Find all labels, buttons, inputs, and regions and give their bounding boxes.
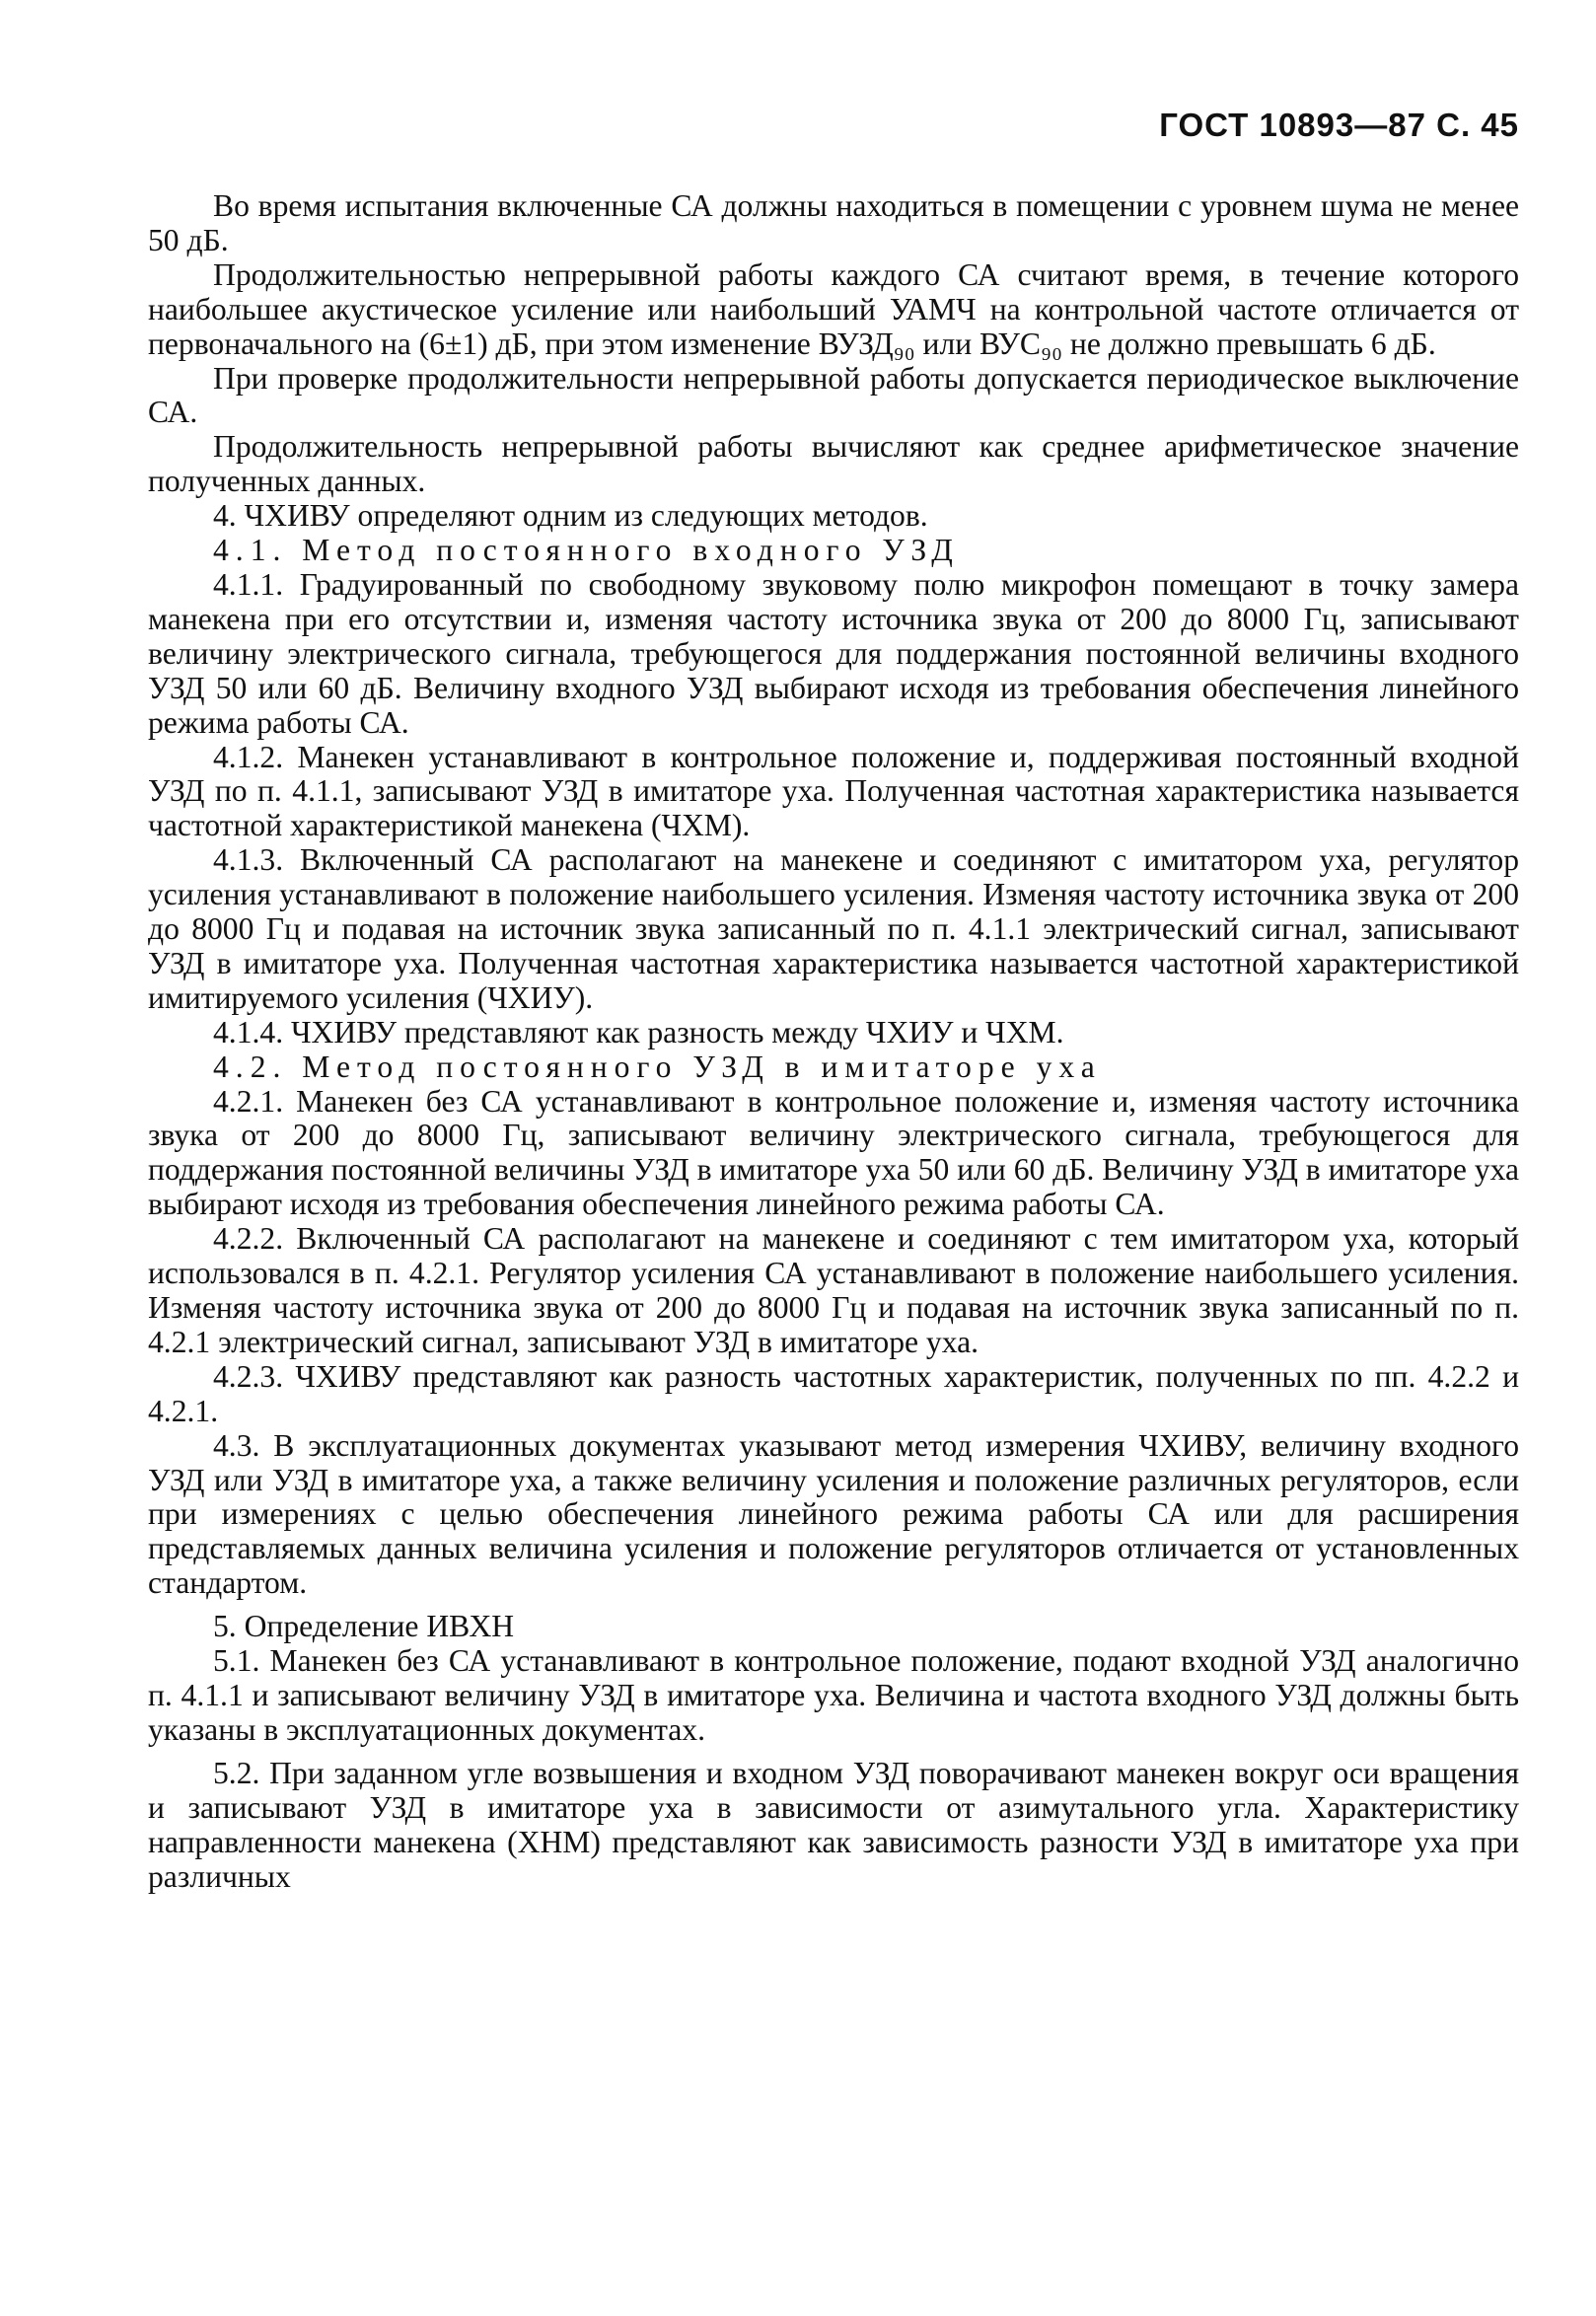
paragraph-4-2-1: 4.2.1. Манекен без СА устанавливают в контрольное положение и, изменяя частоту источника звука от 200 до 8000 Гц, записывают величину электрического сигнала, требующегося для поддержания постоянной величины УЗД в имитаторе уха 50 или 60 дБ. Величину УЗД в имитаторе уха выбирают исходя из требования обеспечения линейного режима работы СА. <box>148 1083 1519 1222</box>
paragraph-periodic-switch-off: При проверке продолжительности непрерывной работы допускается периодическое выключение СА. <box>148 360 1519 430</box>
section-4-heading: 4. ЧХИВУ определяют одним из следующих методов. <box>213 498 928 534</box>
section-4-1-heading: 4.1. Метод постоянного входного УЗД <box>213 533 960 568</box>
paragraph-average-calculation: Продолжительность непрерывной работы вычисляют как среднее арифметическое значение полученных данных. <box>148 429 1519 499</box>
paragraph-4-2-2: 4.2.2. Включенный СА располагают на манекене и соединяют с тем имитатором уха, который использовался в п. 4.2.1. Регулятор усиления СА устанавливают в положение наибольшего усиления. Изменяя частоту источника звука от 200 до 8000 Гц и подавая на источник звука записанный по п. 4.2.1 электрический сигнал, записывают УЗД в имитаторе уха. <box>148 1221 1519 1359</box>
section-4-2-heading: 4.2. Метод постоянного УЗД в имитаторе уха <box>213 1049 1102 1084</box>
paragraph-5-2: 5.2. При заданном угле возвышения и входном УЗД поворачивают манекен вокруг оси вращения и записывают УЗД в имитаторе уха в зависимости от азимутального угла. Характеристику направленности манекена (ХНМ) представляют как зависимость разности УЗД в имитаторе уха при различных <box>148 1755 1519 1894</box>
paragraph-4-3: 4.3. В эксплуатационных документах указывают метод измерения ЧХИВУ, величину входного УЗД или УЗД в имитаторе уха, а также величину усиления и положение различных регуляторов, если при измерениях с целью обеспечения линейного режима работы СА или для расширения представляемых данных величина усиления и положение регуляторов отличается от установленных стандартом. <box>148 1427 1519 1601</box>
paragraph-4-2-3: 4.2.3. ЧХИВУ представляют как разность частотных характеристик, полученных по пп. 4.2.2 и 4.2.1. <box>148 1358 1519 1428</box>
body-text <box>148 189 1519 1894</box>
paragraph-4-1-2: 4.1.2. Манекен устанавливают в контрольное положение и, поддерживая постоянный входной УЗД по п. 4.1.1, записывают УЗД в имитаторе уха. Полученная частотная характеристика называется частотной характеристикой манекена (ЧХМ). <box>148 739 1519 843</box>
paragraph-4-1-4: 4.1.4. ЧХИВУ представляют как разность между ЧХИУ и ЧХМ. <box>213 1014 1064 1049</box>
paragraph-noise-conditions: Во время испытания включенные СА должны находиться в помещении с уровнем шума не менее 50 дБ. <box>148 188 1519 257</box>
paragraph-4-1-1: 4.1.1. Градуированный по свободному звуковому полю микрофон помещают в точку замера манекена при его отсутствии и, изменяя частоту источника звука от 200 до 8000 Гц, записывают величину электрического сигнала, требующегося для поддержания постоянной величины входного УЗД 50 или 60 дБ. Величину входного УЗД выбирают исходя из требования обеспечения линейного режима работы СА. <box>148 566 1519 740</box>
paragraph-5-1: 5.1. Манекен без СА устанавливают в контрольное положение, подают входной УЗД аналогично п. 4.1.1 и записывают величину УЗД в имитаторе уха. Величина и частота входного УЗД должны быть указаны в эксплуатационных документах. <box>148 1643 1519 1747</box>
section-5-heading: 5. Определение ИВХН <box>213 1609 515 1644</box>
paragraph-4-1-3: 4.1.3. Включенный СА располагают на манекене и соединяют с имитатором уха, регулятор усиления устанавливают в положение наибольшего усиления. Изменяя частоту источника звука от 200 до 8000 Гц и подавая на источник звука записанный по п. 4.1.1 электрический сигнал, записывают УЗД в имитаторе уха. Полученная частотная характеристика называется частотной характеристикой имитируемого усиления (ЧХИУ). <box>148 842 1519 1015</box>
page-header: ГОСТ 10893—87 С. 45 <box>1159 107 1519 143</box>
paragraph-continuous-operation: Продолжительностью непрерывной работы каждого СА считают время, в течение которого наибольшее акустическое усиление или наибольший УАМЧ на контрольной частоте отличается от первоначального на (6±1) дБ, при этом изменение ВУЗД₉₀ или ВУС₉₀ не должно превышать 6 дБ. <box>148 256 1519 361</box>
